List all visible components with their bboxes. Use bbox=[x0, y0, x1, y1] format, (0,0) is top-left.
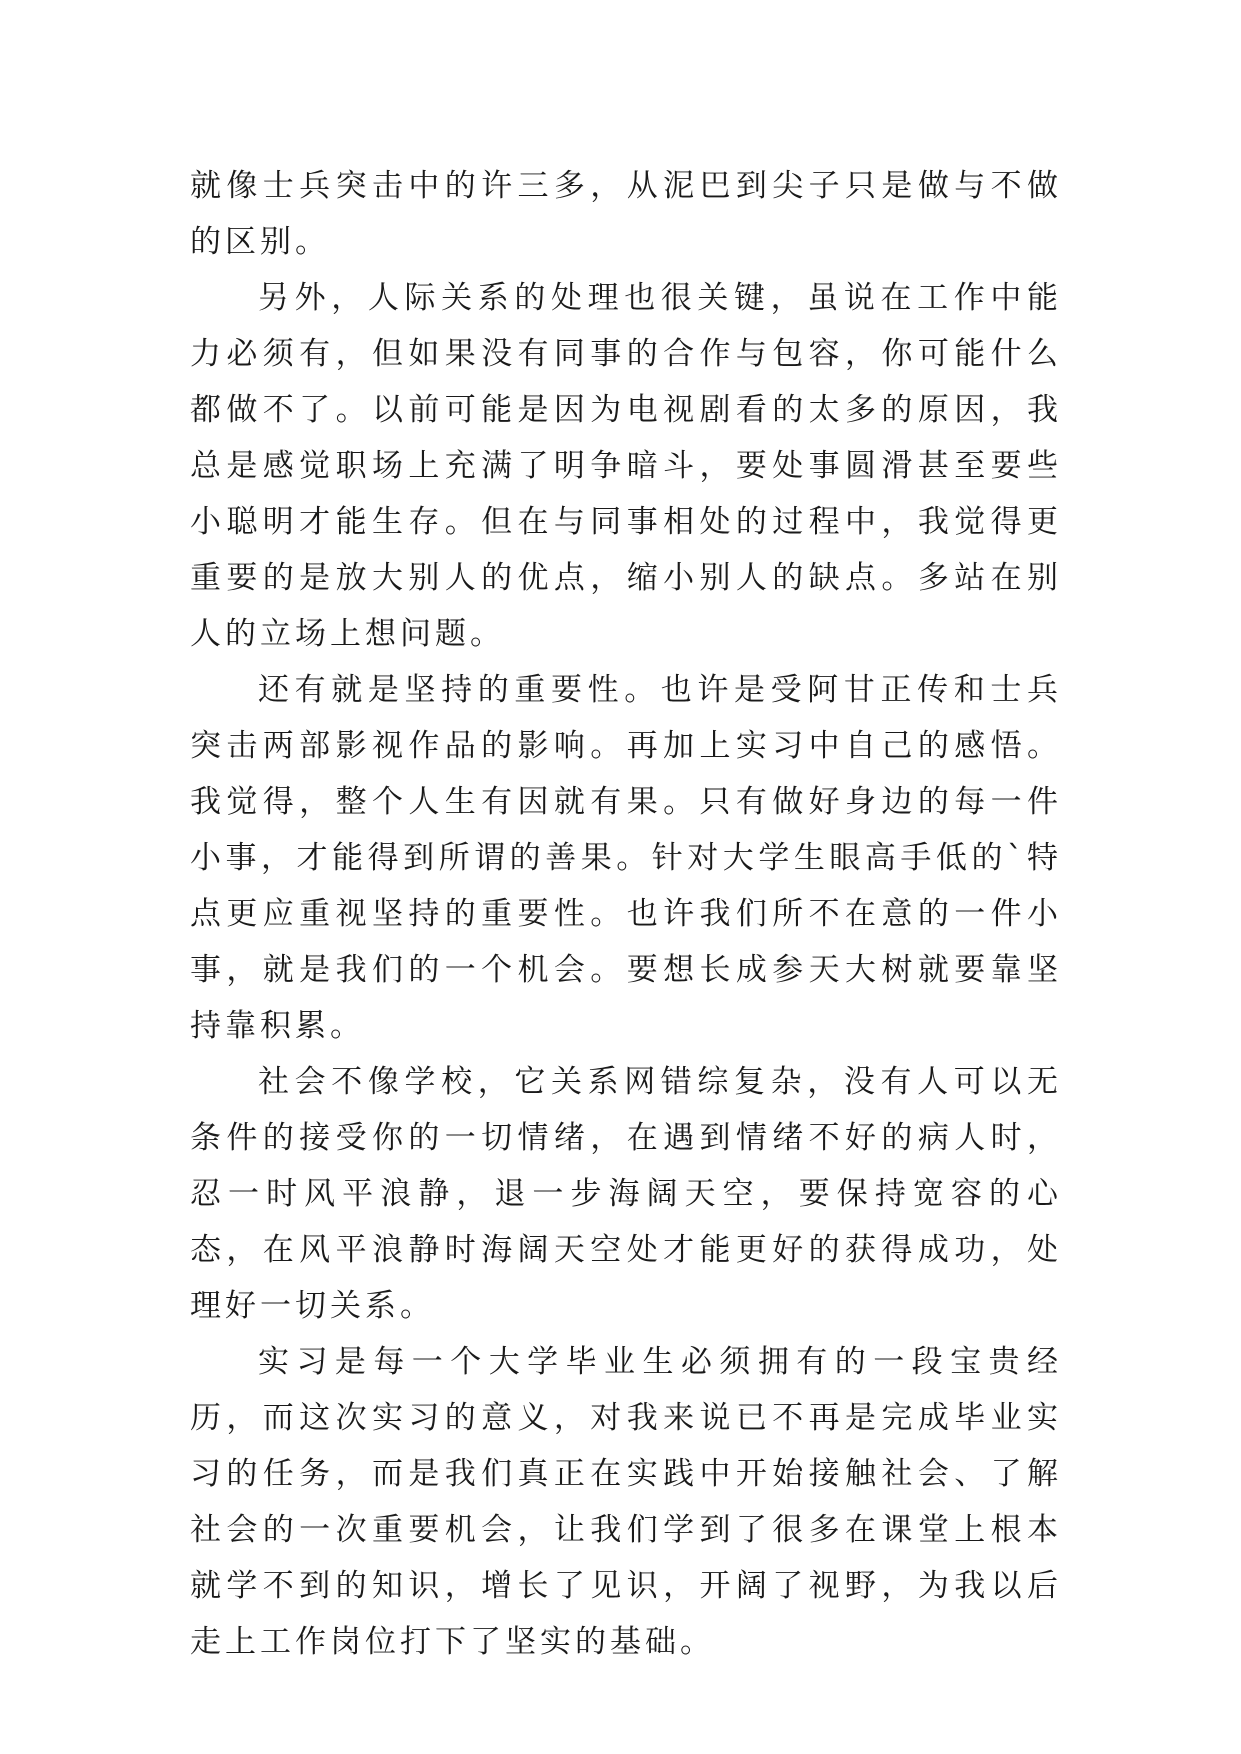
paragraph-4: 社会不像学校，它关系网错综复杂，没有人可以无条件的接受你的一切情绪，在遇到情绪不好的病人时，忍一时风平浪静，退一步海阔天空，要保持宽容的心态，在风平浪静时海阔天空处才能更好的获得成功，处理好一切关系。 bbox=[190, 1064, 1062, 1324]
paragraph-5: 实习是每一个大学毕业生必须拥有的一段宝贵经历，而这次实习的意义，对我来说已不再是完成毕业实习的任务，而是我们真正在实践中开始接触社会、了解社会的一次重要机会，让我们学到了很多在课堂上根本就学不到的知识，增长了见识，开阔了视野，为我以后走上工作岗位打下了坚实的基础。 bbox=[190, 1344, 1062, 1660]
paragraph-3: 还有就是坚持的重要性。也许是受阿甘正传和士兵突击两部影视作品的影响。再加上实习中自己的感悟。我觉得，整个人生有因就有果。只有做好身边的每一件小事，才能得到所谓的善果。针对大学生眼高手低的`特点更应重视坚持的重要性。也许我们所不在意的一件小事，就是我们的一个机会。要想长成参天大树就要靠坚持靠积累。 bbox=[190, 672, 1062, 1044]
paragraph-1: 就像士兵突击中的许三多，从泥巴到尖子只是做与不做的区别。 bbox=[190, 168, 1062, 260]
document-body bbox=[190, 158, 1062, 1670]
paragraph-2: 另外，人际关系的处理也很关键，虽说在工作中能力必须有，但如果没有同事的合作与包容，你可能什么都做不了。以前可能是因为电视剧看的太多的原因，我总是感觉职场上充满了明争暗斗，要处事圆滑甚至要些小聪明才能生存。但在与同事相处的过程中，我觉得更重要的是放大别人的优点，缩小别人的缺点。多站在别人的立场上想问题。 bbox=[190, 280, 1062, 652]
